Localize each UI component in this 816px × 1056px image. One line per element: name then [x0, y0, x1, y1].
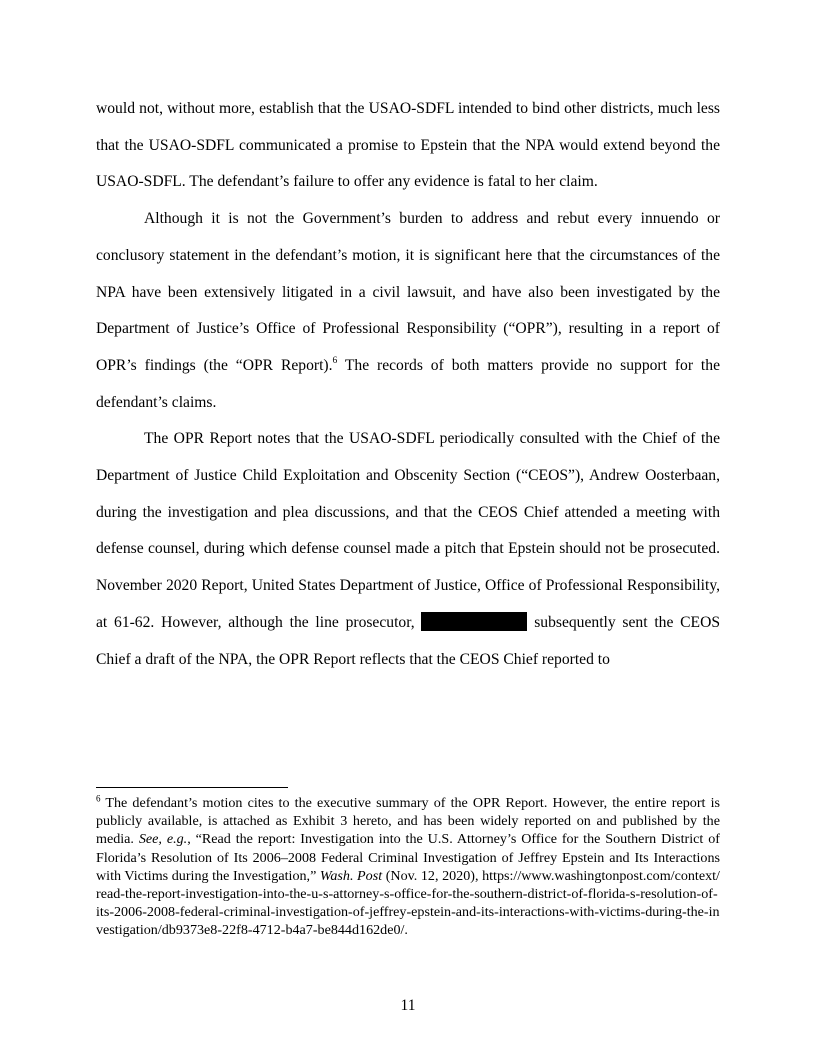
footnote [96, 794, 720, 940]
footnote-date: (Nov. 12, 2020), [385, 867, 479, 884]
page-number: 11 [400, 997, 416, 1014]
footnote-number: 6 [96, 793, 101, 804]
paragraph-3-tail: subsequently sent the CEOS Chief a draft of the NPA, the OPR Report reflects that the CEOS Chief reported to [96, 613, 720, 668]
footnote-citation-title: , “Read the report: Investigation into the U.S. Attorney’s Office for the Southern District of Florida’s Resolution of Its 2006–2008 Federal Criminal Investigation of Jeffrey Epstein and Its Interactions with Victims during the Investigation,” [96, 831, 720, 884]
paragraph-1 [96, 91, 720, 201]
redaction-box [421, 612, 527, 631]
paragraph-1-text: would not, without more, establish that the USAO-SDFL intended to bind other districts, much less that the USAO-SDFL communicated a promise to Epstein that the NPA would extend beyond the USAO-SDFL. The defendant’s failure to offer any evidence is fatal to her claim. [96, 100, 720, 191]
footnote-divider [96, 787, 288, 788]
footnote-text: The defendant’s motion cites to the executive summary of the OPR Report. However, the entire report is publicly available, is attached as Exhibit 3 hereto, and has been widely reported on and published by the media. [96, 795, 720, 848]
document-page [96, 0, 720, 1056]
footnote-signal: See, e.g. [138, 831, 188, 848]
paragraph-3-text: The OPR Report notes that the USAO-SDFL periodically consulted with the Chief of the Department of Justice Child Exploitation and Obscenity Section (“CEOS”), Andrew Oosterbaan, during the investigation and plea discussions, and that the CEOS Chief attended a meeting with defense counsel, during which defense counsel made a pitch that Epstein should not be prosecuted. November 2020 Report, United States Department of Justice, Office of Professional Responsibility, at 61-62. However, although the line prosecutor, [96, 430, 720, 631]
footnote-publication: Wash. Post [319, 867, 383, 884]
body-text [96, 91, 720, 678]
footnote-url[interactable]: https://www.washingtonpost.com/context/read-the-report-investigation-into-the-u-s-attorney-s-office-for-the-southern-district-of-florida-s-resolution-of-its-2006-2008-federal-criminal-investigation-of-jeffrey-epstein-and-its-interactions-with-victims-during-the-investigation/db9373e8-22f8-4712-b4a7-be844d162de0/. [96, 867, 720, 939]
paragraph-3 [96, 421, 720, 678]
paragraph-2-tail: The records of both matters provide no support for the defendant’s claims. [96, 356, 720, 411]
footnote-reference[interactable]: 6 [332, 355, 338, 366]
paragraph-2-text: Although it is not the Government’s burden to address and rebut every innuendo or conclusory statement in the defendant’s motion, it is significant here that the circumstances of the NPA have been extensively litigated in a civil lawsuit, and have also been investigated by the Department of Justice’s Office of Professional Responsibility (“OPR”), resulting in a report of OPR’s findings (the “OPR Report). [96, 210, 720, 374]
paragraph-2 [96, 201, 720, 421]
